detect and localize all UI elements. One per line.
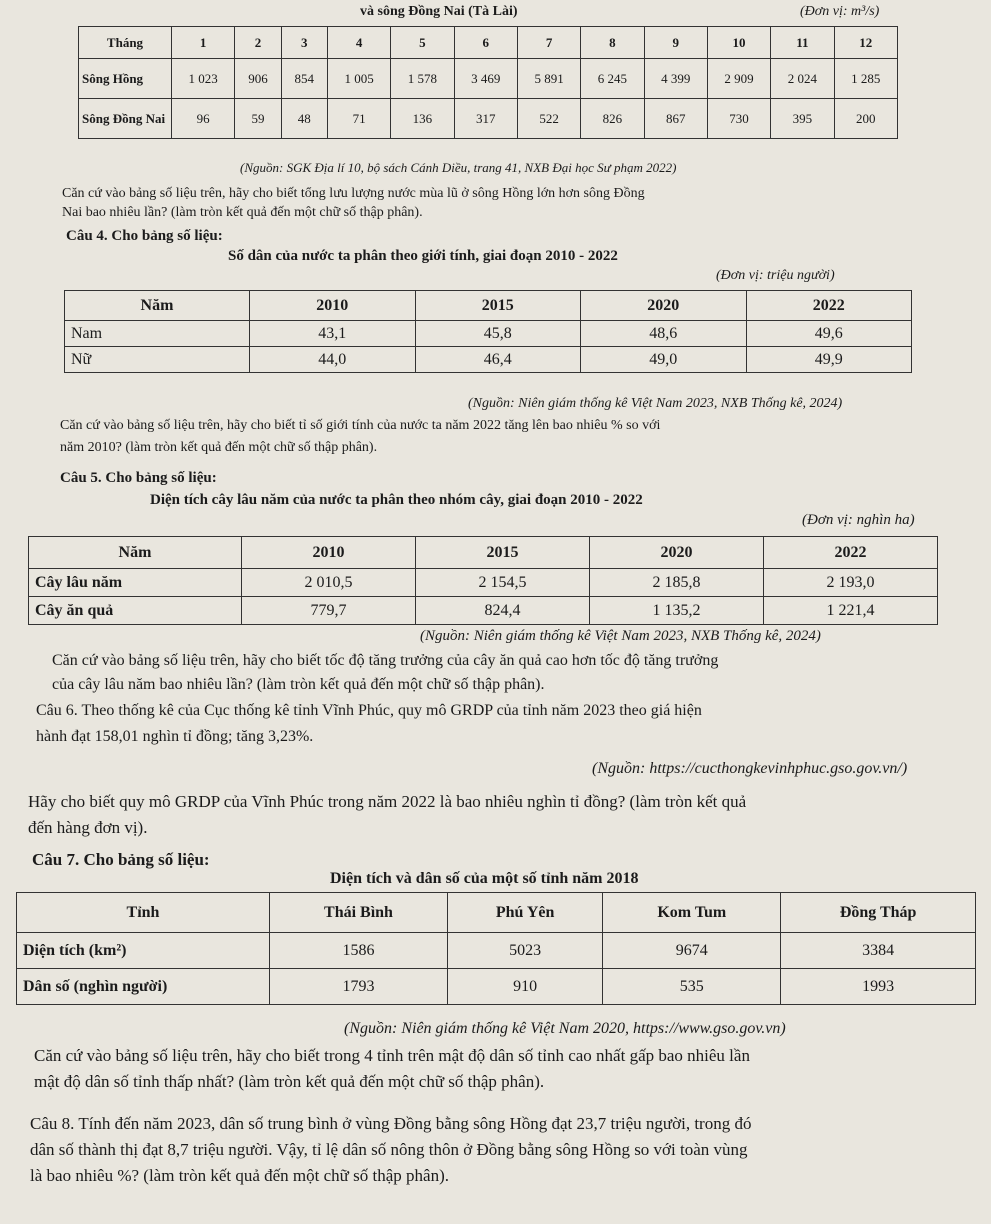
header-cell: 2010	[242, 537, 416, 569]
table-row	[29, 597, 938, 625]
row-label: Nam	[65, 321, 250, 347]
q4-question-line-2: năm 2010? (làm tròn kết quả đến một chữ số thập phân).	[60, 440, 378, 455]
value-cell: 49,9	[746, 347, 912, 373]
month-cell: 4	[327, 27, 390, 59]
table-row	[17, 933, 976, 969]
table-row	[29, 569, 938, 597]
q4-source: (Nguồn: Niên giám thống kê Việt Nam 2023, NXB Thống kê, 2024)	[468, 396, 843, 411]
value-cell: 5023	[447, 933, 602, 969]
top-question-line-1: Căn cứ vào bảng số liệu trên, hãy cho biết tổng lưu lượng nước mùa lũ ở sông Hồng lớn hơn sông Đồng	[62, 186, 645, 201]
month-cell: 6	[454, 27, 517, 59]
q7-source: (Nguồn: Niên giám thống kê Việt Nam 2020, https://www.gso.gov.vn)	[344, 1020, 786, 1037]
value-cell: 136	[391, 99, 454, 139]
q4-table	[64, 290, 912, 373]
value-cell: 535	[603, 969, 781, 1005]
header-cell: Năm	[65, 291, 250, 321]
value-cell: 1 285	[834, 59, 897, 99]
value-cell: 317	[454, 99, 517, 139]
value-cell: 9674	[603, 933, 781, 969]
value-cell: 867	[644, 99, 707, 139]
header-cell: 2020	[581, 291, 747, 321]
value-cell: 1 023	[172, 59, 235, 99]
q5-table	[28, 536, 938, 625]
q7-question-line-2: mật độ dân số tỉnh thấp nhất? (làm tròn kết quả đến một chữ số thập phân).	[34, 1072, 545, 1091]
value-cell: 1 221,4	[764, 597, 938, 625]
q6-question-line-2: đến hàng đơn vị).	[28, 818, 148, 837]
q5-unit: (Đơn vị: nghìn ha)	[802, 512, 915, 528]
month-header: Tháng	[79, 27, 172, 59]
header-cell: Năm	[29, 537, 242, 569]
month-cell: 8	[581, 27, 644, 59]
top-unit: (Đơn vị: m³/s)	[800, 4, 880, 19]
row-label: Nữ	[65, 347, 250, 373]
header-cell: 2010	[250, 291, 416, 321]
row-label: Dân số (nghìn người)	[17, 969, 270, 1005]
value-cell: 200	[834, 99, 897, 139]
month-cell: 2	[235, 27, 281, 59]
header-cell: 2020	[590, 537, 764, 569]
q7-heading: Câu 7. Cho bảng số liệu:	[32, 850, 210, 869]
q5-source: (Nguồn: Niên giám thống kê Việt Nam 2023, NXB Thống kê, 2024)	[420, 628, 821, 644]
header-cell: Phú Yên	[447, 893, 602, 933]
table-row	[79, 59, 898, 99]
value-cell: 46,4	[415, 347, 581, 373]
month-cell: 7	[517, 27, 580, 59]
value-cell: 48,6	[581, 321, 747, 347]
value-cell: 59	[235, 99, 281, 139]
row-label: Cây lâu năm	[29, 569, 242, 597]
top-source: (Nguồn: SGK Địa lí 10, bộ sách Cánh Diều, trang 41, NXB Đại học Sư phạm 2022)	[240, 160, 677, 175]
value-cell: 522	[517, 99, 580, 139]
river-flow-table	[78, 26, 898, 139]
value-cell: 6 245	[581, 59, 644, 99]
month-cell: 9	[644, 27, 707, 59]
value-cell: 2 193,0	[764, 569, 938, 597]
header-cell: Kom Tum	[603, 893, 781, 933]
q8-line-3: là bao nhiêu %? (làm tròn kết quả đến một chữ số thập phân).	[30, 1166, 449, 1185]
value-cell: 1586	[270, 933, 448, 969]
value-cell: 395	[771, 99, 834, 139]
value-cell: 96	[172, 99, 235, 139]
q7-table	[16, 892, 976, 1005]
month-cell: 12	[834, 27, 897, 59]
header-cell: Tỉnh	[17, 893, 270, 933]
table-row	[65, 321, 912, 347]
value-cell: 4 399	[644, 59, 707, 99]
header-cell: Đồng Tháp	[781, 893, 976, 933]
q5-question-line-1: Căn cứ vào bảng số liệu trên, hãy cho biết tốc độ tăng trưởng của cây ăn quả cao hơn tốc độ tăng trưởng	[52, 652, 719, 669]
q4-unit: (Đơn vị: triệu người)	[716, 268, 835, 283]
value-cell: 2 024	[771, 59, 834, 99]
month-cell: 5	[391, 27, 454, 59]
value-cell: 824,4	[416, 597, 590, 625]
value-cell: 43,1	[250, 321, 416, 347]
value-cell: 2 010,5	[242, 569, 416, 597]
q7-title: Diện tích và dân số của một số tỉnh năm 2018	[330, 870, 639, 887]
value-cell: 2 909	[707, 59, 770, 99]
row-label: Sông Đồng Nai	[79, 99, 172, 139]
table-row	[17, 969, 976, 1005]
q4-question-line-1: Căn cứ vào bảng số liệu trên, hãy cho biết tỉ số giới tính của nước ta năm 2022 tăng lên bao nhiêu % so với	[60, 418, 661, 433]
value-cell: 910	[447, 969, 602, 1005]
month-cell: 3	[281, 27, 327, 59]
q8-line-2: dân số thành thị đạt 8,7 triệu người. Vậy, tỉ lệ dân số nông thôn ở Đồng bằng sông Hồng so với toàn vùng	[30, 1140, 748, 1159]
table-row	[65, 347, 912, 373]
value-cell: 3384	[781, 933, 976, 969]
q4-title: Số dân của nước ta phân theo giới tính, giai đoạn 2010 - 2022	[228, 248, 618, 264]
q5-title: Diện tích cây lâu năm của nước ta phân theo nhóm cây, giai đoạn 2010 - 2022	[150, 492, 643, 508]
value-cell: 45,8	[415, 321, 581, 347]
header-cell: 2022	[746, 291, 912, 321]
value-cell: 1793	[270, 969, 448, 1005]
q6-source: (Nguồn: https://cucthongkevinhphuc.gso.gov.vn/)	[592, 760, 908, 777]
header-cell: 2015	[416, 537, 590, 569]
value-cell: 3 469	[454, 59, 517, 99]
row-label: Diện tích (km²)	[17, 933, 270, 969]
header-cell: Thái Bình	[270, 893, 448, 933]
value-cell: 779,7	[242, 597, 416, 625]
value-cell: 826	[581, 99, 644, 139]
month-cell: 10	[707, 27, 770, 59]
header-cell: 2022	[764, 537, 938, 569]
top-title-fragment: và sông Đồng Nai (Tà Lài)	[360, 4, 518, 19]
q7-question-line-1: Căn cứ vào bảng số liệu trên, hãy cho biết trong 4 tỉnh trên mật độ dân số tỉnh cao nhất gấp bao nhiêu lần	[34, 1046, 750, 1065]
header-cell: 2015	[415, 291, 581, 321]
value-cell: 2 185,8	[590, 569, 764, 597]
table-row	[79, 99, 898, 139]
value-cell: 1 135,2	[590, 597, 764, 625]
row-label: Sông Hồng	[79, 59, 172, 99]
value-cell: 730	[707, 99, 770, 139]
value-cell: 1 005	[327, 59, 390, 99]
top-question-line-2: Nai bao nhiêu lần? (làm tròn kết quả đến một chữ số thập phân).	[62, 205, 423, 220]
value-cell: 906	[235, 59, 281, 99]
q6-line-1: Câu 6. Theo thống kê của Cục thống kê tỉnh Vĩnh Phúc, quy mô GRDP của tỉnh năm 2023 theo giá hiện	[36, 702, 702, 719]
value-cell: 1993	[781, 969, 976, 1005]
value-cell: 49,0	[581, 347, 747, 373]
value-cell: 49,6	[746, 321, 912, 347]
q5-heading: Câu 5. Cho bảng số liệu:	[60, 470, 217, 486]
value-cell: 44,0	[250, 347, 416, 373]
q6-question-line-1: Hãy cho biết quy mô GRDP của Vĩnh Phúc trong năm 2022 là bao nhiêu nghìn tỉ đồng? (làm tròn kết quả	[28, 792, 747, 811]
q6-line-2: hành đạt 158,01 nghìn tỉ đồng; tăng 3,23%.	[36, 728, 314, 745]
month-cell: 11	[771, 27, 834, 59]
value-cell: 2 154,5	[416, 569, 590, 597]
q5-question-line-2: của cây lâu năm bao nhiêu lần? (làm tròn kết quả đến một chữ số thập phân).	[52, 676, 545, 693]
value-cell: 5 891	[517, 59, 580, 99]
month-cell: 1	[172, 27, 235, 59]
value-cell: 854	[281, 59, 327, 99]
q4-heading: Câu 4. Cho bảng số liệu:	[66, 228, 223, 244]
value-cell: 71	[327, 99, 390, 139]
row-label: Cây ăn quả	[29, 597, 242, 625]
value-cell: 1 578	[391, 59, 454, 99]
q8-line-1: Câu 8. Tính đến năm 2023, dân số trung bình ở vùng Đồng bằng sông Hồng đạt 23,7 triệu người, trong đó	[30, 1114, 752, 1133]
value-cell: 48	[281, 99, 327, 139]
